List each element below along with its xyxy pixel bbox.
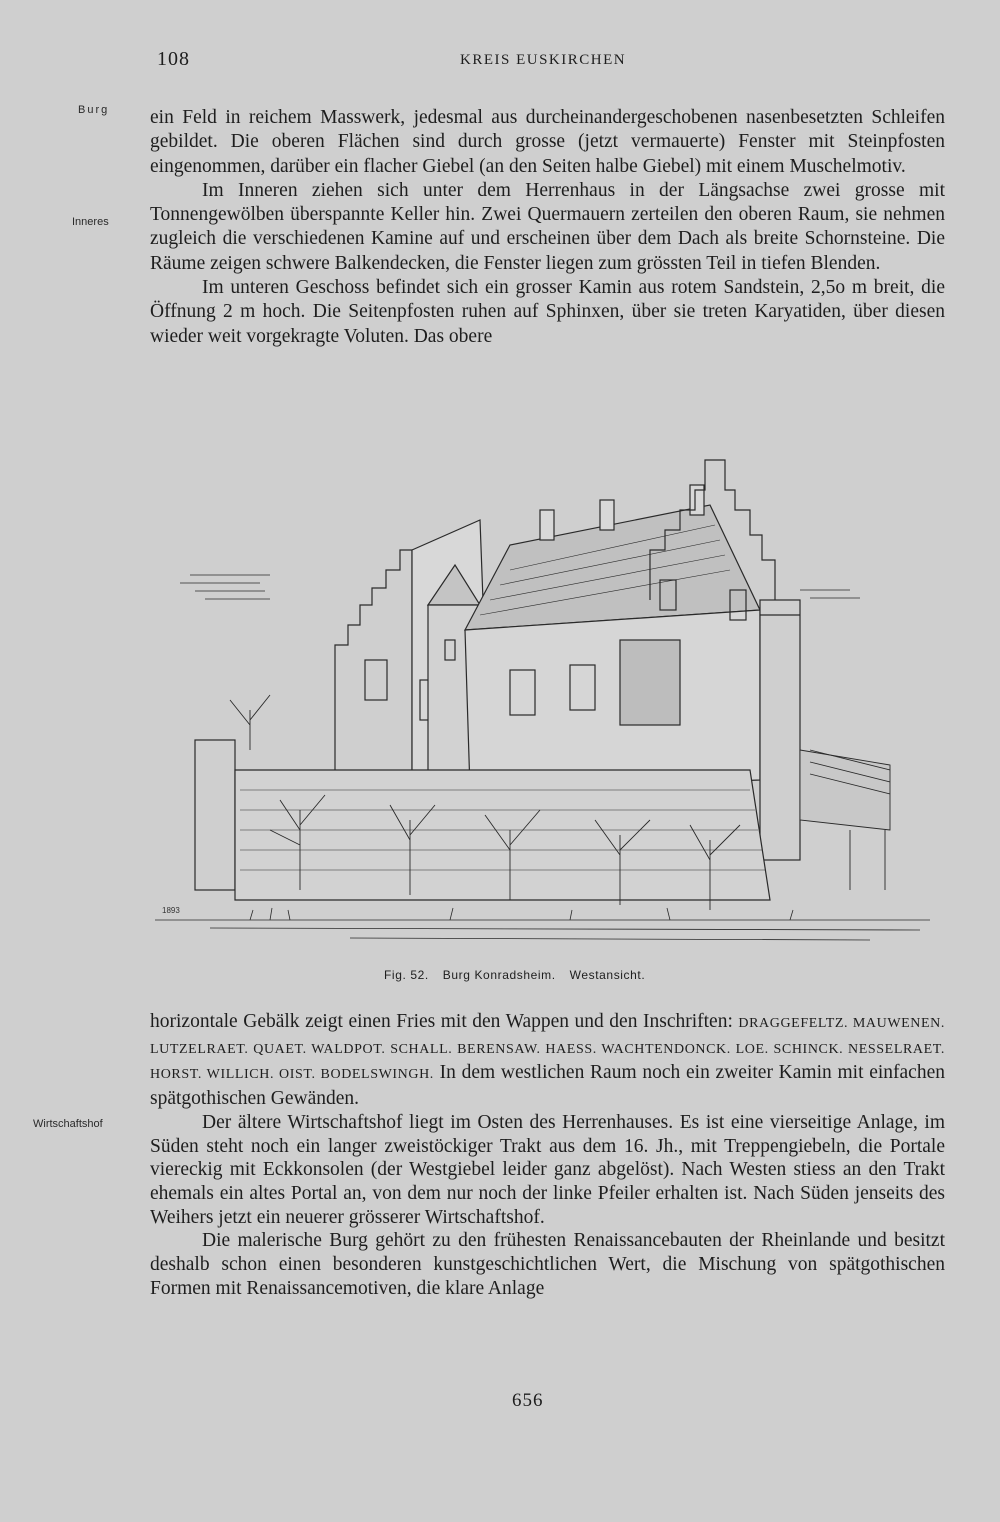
paragraph-inneres: Im Inneren ziehen sich unter dem Herrenhaus in der Längsachse zwei grosse mit Tonnengewölben überspannte Keller hin. Zwei Quermauern zerteilen den oberen Raum, sie nehmen zugleich die verschiedenen Kamine auf und erscheinen über dem Dach als breite Schornsteine. Die Räume zeigen schwere Balkendecken, die Fenster liegen zum grössten Teil in tiefen Blenden. [150, 179, 945, 274]
inscription-names: DRAGGEFELTZ. MAUWENEN. LUTZELRAET. QUAET. WALDPOT. SCHALL. BERENSAW. HAESS. WACHTENDONCK. LOE. SCHINCK. NESSELRAET. HORST. WILLICH. OIST. BODELSWINGH. [150, 1016, 945, 1083]
caption-title: Burg Konradsheim. [442, 968, 556, 982]
foreground-grass [155, 908, 930, 940]
main-hall [465, 485, 760, 790]
paragraph-feld: ein Feld in reichem Masswerk, jedesmal aus durcheinandergeschobenen nasenbesetzten Schleifen gebildet. Die oberen Flächen sind durch grosse (jetzt vermauerte) Fenster mit Steinpfosten eingenommen, darüber ein flacher Giebel (an den Seiten halbe Giebel) mit einem Muschelmotiv. [150, 107, 945, 177]
castle-engraving [150, 450, 940, 970]
right-tower [760, 600, 800, 860]
gebaelk-text-a: horizontale Gebälk zeigt einen Fries mit den Wappen und den Inschriften: [150, 1011, 739, 1032]
gebaelk-text-b: In dem westlichen Raum noch ein zweiter Kamin mit einfachen spätgothischen Gewänden. [150, 1062, 945, 1110]
margin-note-burg: Burg [78, 104, 110, 116]
figure-caption [384, 968, 655, 982]
margin-note-inneres: Inneres [72, 216, 109, 228]
margin-note-wirtschaftshof: Wirtschaftshof [33, 1118, 103, 1130]
page-number: 108 [157, 48, 190, 70]
text-block-top [150, 106, 945, 349]
paragraph-wirtschaftshof: Der ältere Wirtschaftshof liegt im Osten des Herrenhauses. Es ist eine vierseitige Anlage, im Süden steht noch ein langer zweistöckiger Trakt aus dem 16. Jh., mit Treppengiebeln, die Portale viereckig mit Eckkonsolen (der Westgiebel leider ganz abgelöst). Nach Westen stiess an den Trakt ehemals ein altes Portal an, von dem nur noch der linke Pfeiler erhalten ist. Nach Süden jenseits des Weihers jetzt ein neuerer grösserer Wirtschaftshof. [150, 1111, 945, 1228]
caption-view: Westansicht. [569, 968, 646, 982]
text-block-bottom [150, 1010, 945, 1300]
barn [800, 750, 890, 890]
caption-fig-number: Fig. 52. [384, 968, 429, 982]
paragraph-malerische-burg: Die malerische Burg gehört zu den frühesten Renaissancebauten der Rheinlande und besitzt deshalb schon einen besonderen kunstgeschichtlichen Wert, die Mischung von spätgothischen Formen mit Renaissancemotiven, die klare Anlage [150, 1230, 945, 1299]
sheet-number: 656 [512, 1390, 544, 1411]
artist-mark: 1893 [162, 906, 180, 915]
running-title: KREIS EUSKIRCHEN [460, 52, 627, 68]
paragraph-kamin: Im unteren Geschoss befindet sich ein grosser Kamin aus rotem Sandstein, 2,5o m breit, die Öffnung 2 m hoch. Die Seitenpfosten ruhen auf Sphinxen, über sie treten Karyatiden, über diesen wieder weit vorgekragte Voluten. Das obere [150, 277, 945, 347]
paragraph-gebaelk [150, 1010, 945, 1111]
